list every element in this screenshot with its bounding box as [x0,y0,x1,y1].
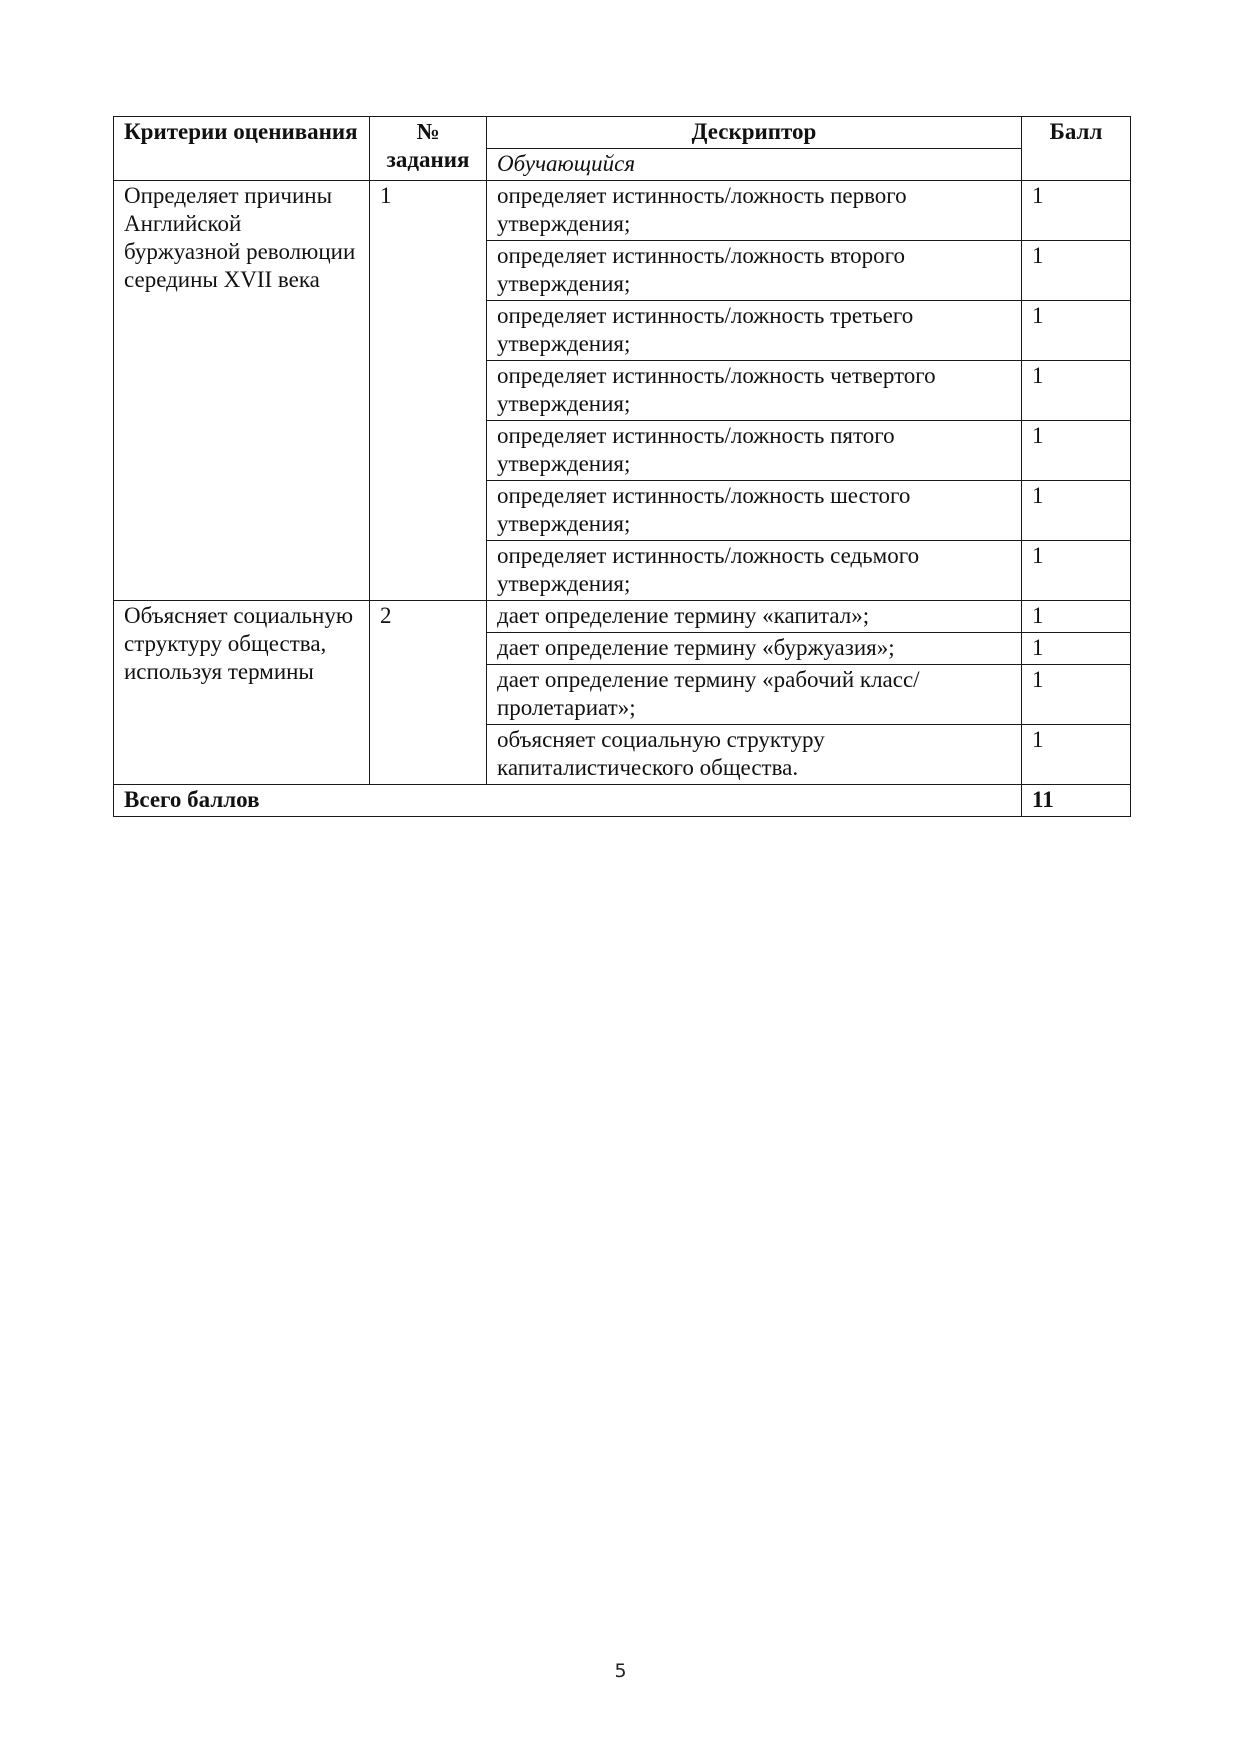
total-value: 11 [1022,785,1131,817]
descriptor-cell: определяет истинность/ложность седьмого утверждения; [487,541,1022,601]
score-cell: 1 [1022,601,1131,633]
header-descriptor: Дескриптор [487,117,1022,149]
descriptor-cell: определяет истинность/ложность пятого утверждения; [487,421,1022,481]
table-row [114,601,1131,633]
table-row [114,181,1131,241]
score-cell: 1 [1022,421,1131,481]
assessment-rubric-table [113,116,1131,817]
score-cell: 1 [1022,633,1131,665]
task-number-cell: 1 [370,181,487,601]
score-cell: 1 [1022,361,1131,421]
descriptor-cell: объясняет социальную структуру капиталистического общества. [487,725,1022,785]
header-criteria: Критерии оценивания [114,117,370,181]
descriptor-cell: определяет истинность/ложность шестого утверждения; [487,481,1022,541]
descriptor-cell: определяет истинность/ложность первого утверждения; [487,181,1022,241]
descriptor-cell: определяет истинность/ложность третьего утверждения; [487,301,1022,361]
task-number-cell: 2 [370,601,487,785]
descriptor-cell: определяет истинность/ложность четвертого утверждения; [487,361,1022,421]
score-cell: 1 [1022,541,1131,601]
criteria-cell: Объясняет социальную структуру общества, используя термины [114,601,370,785]
total-label: Всего баллов [114,785,1022,817]
criteria-cell: Определяет причины Английской буржуазной революции середины XVII века [114,181,370,601]
score-cell: 1 [1022,481,1131,541]
score-cell: 1 [1022,725,1131,785]
page-number: 5 [614,1660,627,1682]
header-score: Балл [1022,117,1131,181]
descriptor-cell: дает определение термину «буржуазия»; [487,633,1022,665]
score-cell: 1 [1022,241,1131,301]
score-cell: 1 [1022,181,1131,241]
header-task-number: № задания [370,117,487,181]
descriptor-cell: дает определение термину «рабочий класс/пролетариат»; [487,665,1022,725]
descriptor-cell: определяет истинность/ложность второго утверждения; [487,241,1022,301]
header-descriptor-subtitle: Обучающийся [487,149,1022,181]
total-row [114,785,1131,817]
descriptor-cell: дает определение термину «капитал»; [487,601,1022,633]
score-cell: 1 [1022,665,1131,725]
score-cell: 1 [1022,301,1131,361]
table-header-row [114,117,1131,149]
